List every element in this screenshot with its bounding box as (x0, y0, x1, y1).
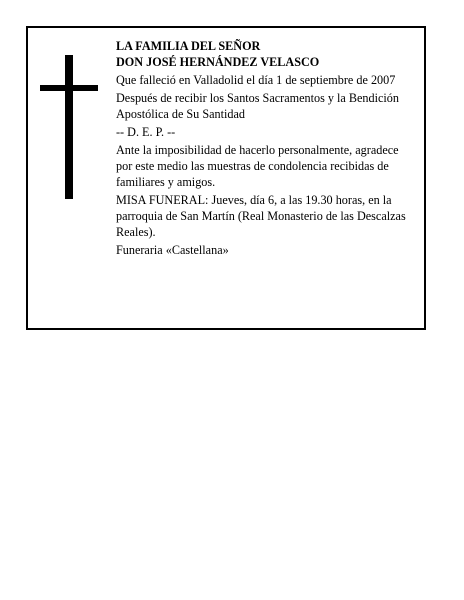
gratitude-text: Ante la imposibilidad de hacerlo personalmente, agradece por este medio las muestras de condolencia recibidas de familiares y amigos. (116, 143, 399, 189)
cross-horizontal-bar (40, 85, 98, 91)
funeral-home-text: Funeraria «Castellana» (116, 243, 229, 257)
sacraments-text: Después de recibir los Santos Sacramentos y la Bendición Apostólica de Su Santidad (116, 91, 399, 121)
obituary-notice (26, 26, 426, 330)
deceased-name: DON JOSÉ HERNÁNDEZ VELASCO (116, 55, 320, 69)
death-announcement: Que falleció en Valladolid el día 1 de septiembre de 2007 (116, 73, 396, 87)
funeral-mass-text: MISA FUNERAL: Jueves, día 6, a las 19.30 horas, en la parroquia de San Martín (Real Monasterio de las Descalzas Reales). (116, 193, 406, 239)
family-heading: LA FAMILIA DEL SEÑOR (116, 39, 261, 53)
rip-text: -- D. E. P. -- (116, 125, 176, 139)
cross-vertical-bar (65, 55, 73, 199)
notice-text-block (116, 38, 416, 260)
latin-cross-icon (40, 55, 98, 199)
